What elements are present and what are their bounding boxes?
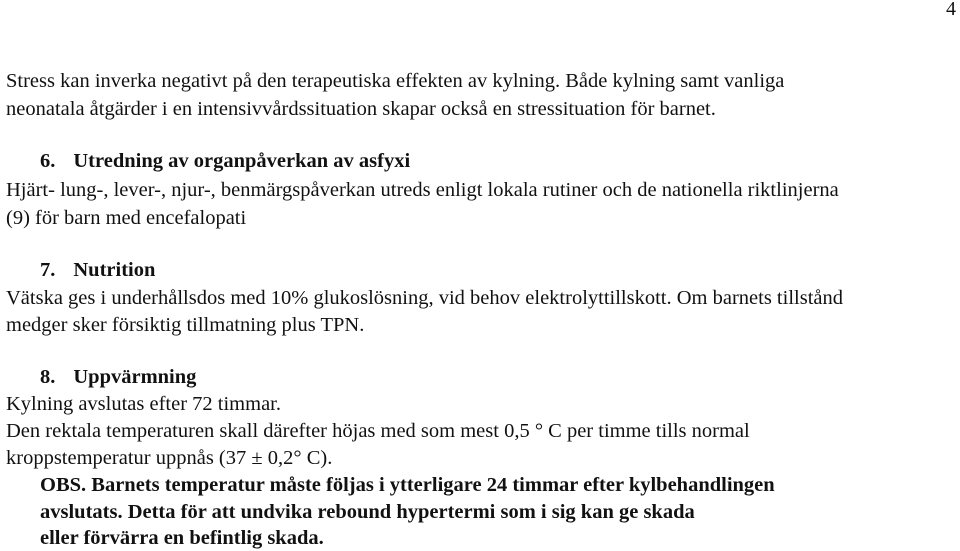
section-8-line-1: Kylning avslutas efter 72 timmar. [6,393,281,415]
section-7-line-1: Vätska ges i underhållsdos med 10% glukoslösning, vid behov elektrolyttillskott. Om barnets tillstånd [6,287,843,309]
intro-line-1: Stress kan inverka negativt på den terapeutiska effekten av kylning. Både kylning samt vanliga [6,70,785,92]
obs-line-1: OBS. Barnets temperatur måste följas i ytterligare 24 timmar efter kylbehandlingen [40,474,775,496]
intro-line-2: neonatala åtgärder i en intensivvårdssituation skapar också en stressituation för barnet. [6,98,716,120]
section-8-line-2: Den rektala temperaturen skall därefter höjas med som mest 0,5 ° C per timme tills normal [6,420,750,442]
section-6-number: 6. [40,150,56,172]
page-number: 4 [946,0,956,20]
section-7-number: 7. [40,259,56,281]
section-6-heading [40,148,410,174]
obs-line-2: avslutats. Detta för att undvika rebound hypertermi som i sig kan ge skada [40,501,695,523]
section-7-title: Nutrition [73,259,156,281]
section-8-number: 8. [40,366,56,388]
section-8-title: Uppvärmning [73,366,197,388]
section-6-line-1: Hjärt- lung-, lever-, njur-, benmärgspåverkan utreds enligt lokala rutiner och de nationella riktlinjerna [6,179,839,201]
section-8-line-3: kroppstemperatur uppnås (37 ± 0,2° C). [6,447,333,469]
section-6-line-2: (9) för barn med encefalopati [6,207,247,229]
obs-line-3: eller förvärra en befintlig skada. [40,527,324,549]
section-7-line-2: medger sker försiktig tillmatning plus TPN. [6,314,365,336]
section-8-heading [40,364,196,390]
section-6-title: Utredning av organpåverkan av asfyxi [73,150,411,172]
section-7-heading [40,257,155,283]
